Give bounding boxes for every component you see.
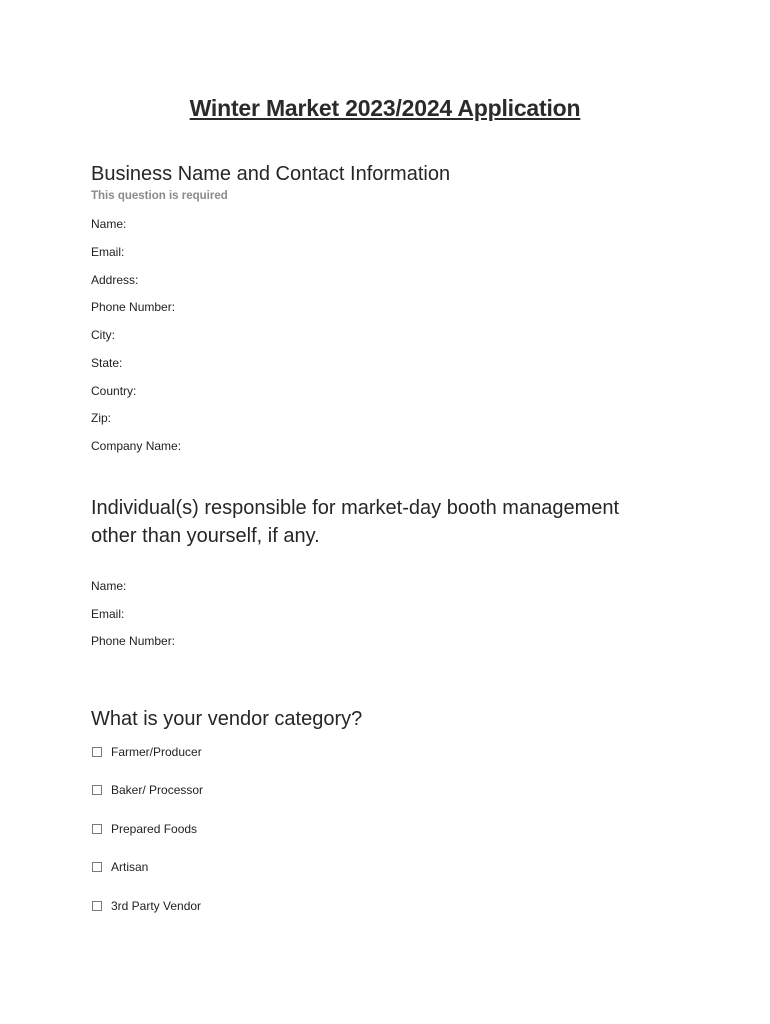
manager-phone-field-label: Phone Number:	[91, 634, 176, 648]
checkbox-icon[interactable]	[92, 824, 102, 834]
option-label: Artisan	[111, 860, 149, 874]
vendor-option-prepared-foods[interactable]	[91, 821, 197, 837]
zip-field-label: Zip:	[91, 411, 112, 425]
option-label: Farmer/Producer	[111, 745, 202, 759]
company-name-field-label: Company Name:	[91, 439, 182, 453]
vendor-option-artisan[interactable]	[91, 859, 148, 875]
state-field-label: State:	[91, 356, 123, 370]
vendor-category-heading: What is your vendor category?	[91, 708, 363, 730]
checkbox-icon[interactable]	[92, 785, 102, 795]
phone-field-label: Phone Number:	[91, 300, 176, 314]
booth-manager-heading-line1: Individual(s) responsible for market-day booth management	[91, 497, 620, 519]
email-field-label: Email:	[91, 245, 125, 259]
vendor-option-farmer[interactable]	[91, 744, 202, 760]
option-label: Prepared Foods	[111, 822, 198, 836]
checkbox-icon[interactable]	[92, 862, 102, 872]
booth-manager-heading	[91, 494, 691, 550]
option-label: 3rd Party Vendor	[111, 899, 202, 913]
business-contact-heading: Business Name and Contact Information	[91, 163, 451, 185]
name-field-label: Name:	[91, 217, 127, 231]
checkbox-icon[interactable]	[92, 747, 102, 757]
required-note: This question is required	[91, 190, 228, 202]
manager-name-field-label: Name:	[91, 579, 127, 593]
country-field-label: Country:	[91, 384, 137, 398]
option-label: Baker/ Processor	[111, 783, 204, 797]
vendor-option-third-party[interactable]	[91, 898, 201, 914]
form-title: Winter Market 2023/2024 Application	[189, 95, 581, 121]
booth-manager-heading-line2: other than yourself, if any.	[91, 525, 320, 547]
city-field-label: City:	[91, 328, 115, 342]
vendor-option-baker[interactable]	[91, 782, 203, 798]
manager-email-field-label: Email:	[91, 607, 125, 621]
checkbox-icon[interactable]	[92, 901, 102, 911]
address-field-label: Address:	[91, 273, 139, 287]
